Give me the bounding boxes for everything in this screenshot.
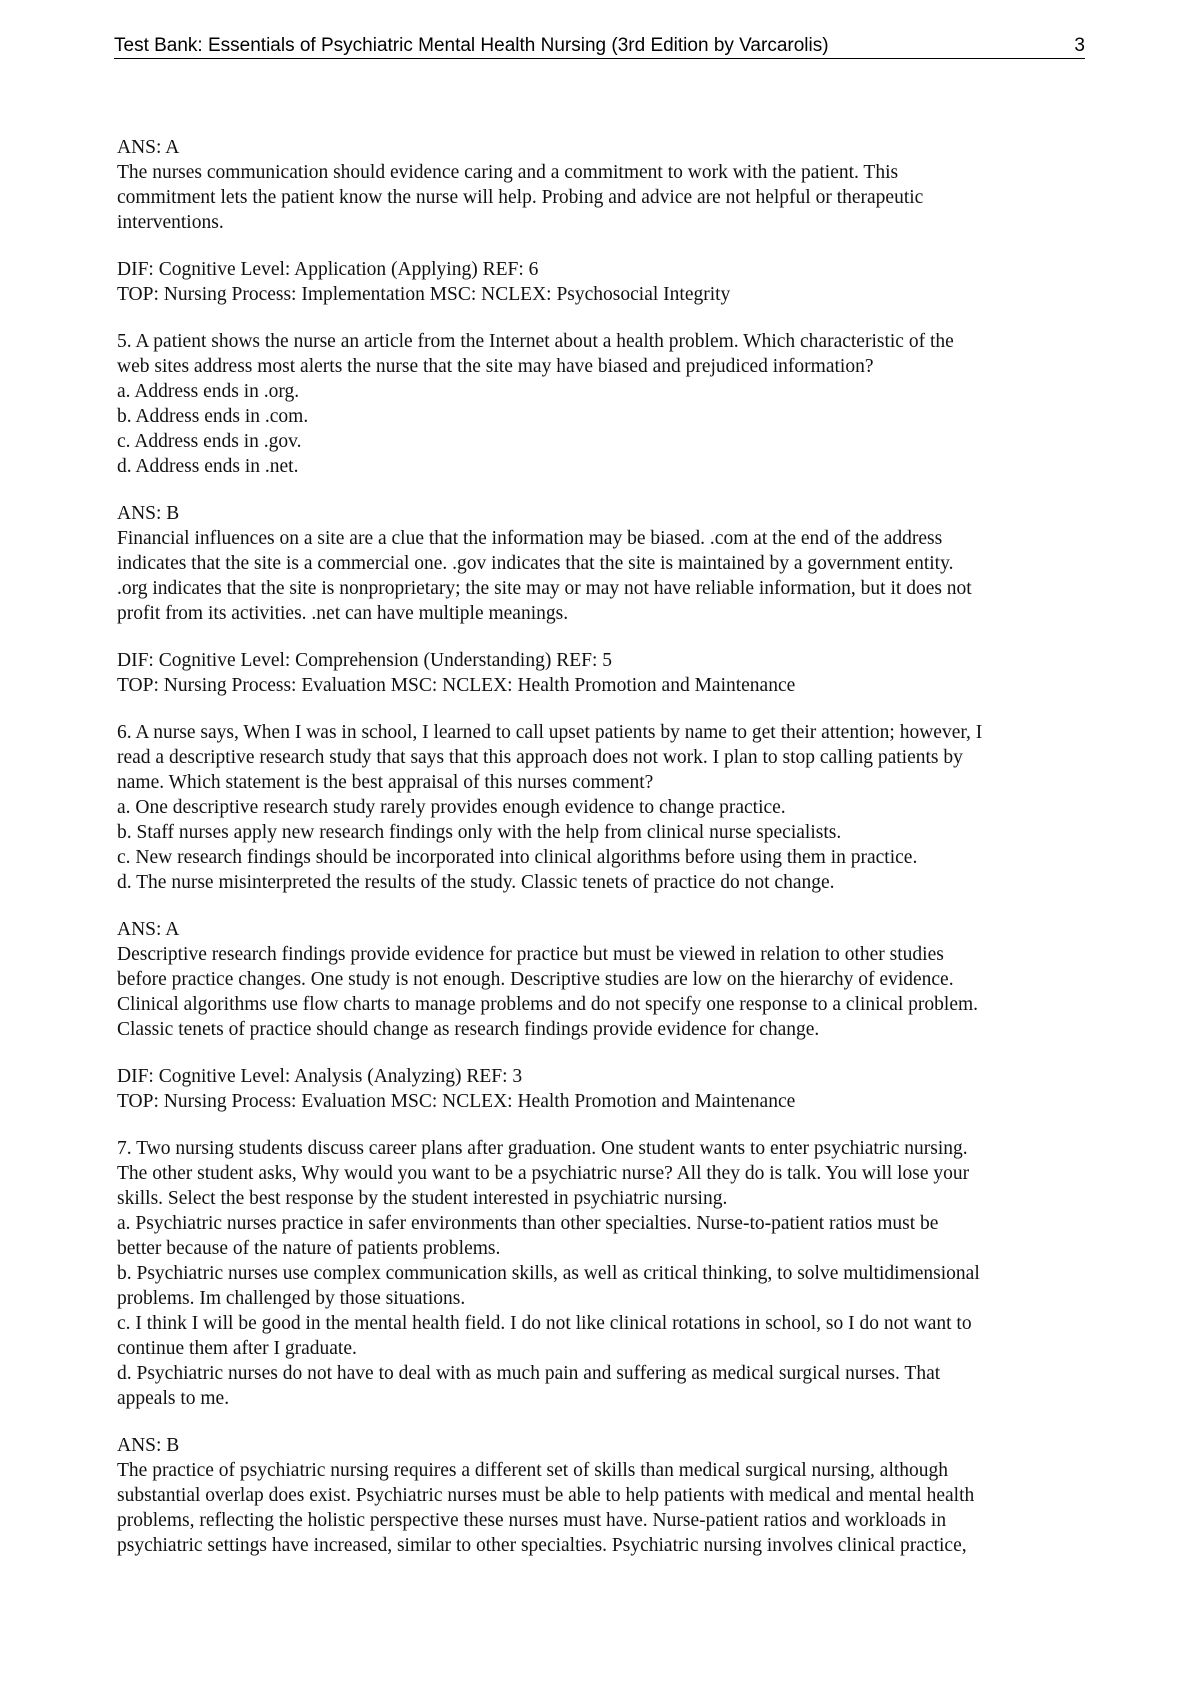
text-line: The other student asks, Why would you want to be a psychiatric nurse? All they do is talk. You will lose your	[117, 1163, 970, 1184]
text-line: substantial overlap does exist. Psychiatric nurses must be able to help patients with medical and mental health	[117, 1485, 975, 1506]
text-line: 7. Two nursing students discuss career plans after graduation. One student wants to enter psychiatric nursing.	[117, 1138, 968, 1159]
text-block	[117, 1433, 1092, 1558]
text-line: problems, reflecting the holistic perspective these nurses must have. Nurse-patient ratios and workloads in	[117, 1510, 947, 1531]
page-header	[114, 30, 1085, 59]
text-line: ANS: A	[117, 919, 180, 940]
text-line: DIF: Cognitive Level: Analysis (Analyzing) REF: 3	[117, 1066, 523, 1087]
text-line: skills. Select the best response by the student interested in psychiatric nursing.	[117, 1188, 728, 1209]
text-line: Descriptive research findings provide evidence for practice but must be viewed in relation to other studies	[117, 944, 944, 965]
text-line: a. Address ends in .org.	[117, 381, 300, 402]
text-line: TOP: Nursing Process: Evaluation MSC: NCLEX: Health Promotion and Maintenance	[117, 675, 796, 696]
text-line: .org indicates that the site is nonproprietary; the site may or may not have reliable information, but it does not	[117, 578, 972, 599]
text-block	[117, 917, 1092, 1042]
text-line: The practice of psychiatric nursing requires a different set of skills than medical surgical nursing, although	[117, 1460, 949, 1481]
page-number: 3	[1074, 35, 1085, 56]
text-line: continue them after I graduate.	[117, 1338, 357, 1359]
text-line: web sites address most alerts the nurse that the site may have biased and prejudiced information?	[117, 356, 874, 377]
text-line: name. Which statement is the best appraisal of this nurses comment?	[117, 772, 654, 793]
text-line: c. I think I will be good in the mental health field. I do not like clinical rotations in school, so I do not want to	[117, 1313, 972, 1334]
text-line: a. Psychiatric nurses practice in safer environments than other specialties. Nurse-to-patient ratios must be	[117, 1213, 939, 1234]
text-line: TOP: Nursing Process: Implementation MSC: NCLEX: Psychosocial Integrity	[117, 284, 731, 305]
text-line: a. One descriptive research study rarely provides enough evidence to change practice.	[117, 797, 786, 818]
text-line: b. Psychiatric nurses use complex communication skills, as well as critical thinking, to solve multidimensional	[117, 1263, 980, 1284]
text-line: 6. A nurse says, When I was in school, I learned to call upset patients by name to get their attention; however, I	[117, 722, 983, 743]
text-block	[117, 501, 1092, 626]
text-block	[117, 1064, 1092, 1114]
text-line: ANS: B	[117, 1435, 180, 1456]
text-line: Classic tenets of practice should change as research findings provide evidence for change.	[117, 1019, 820, 1040]
text-line: appeals to me.	[117, 1388, 230, 1409]
text-line: c. New research findings should be incorporated into clinical algorithms before using them in practice.	[117, 847, 918, 868]
text-line: psychiatric settings have increased, similar to other specialties. Psychiatric nursing involves clinical practice,	[117, 1535, 967, 1556]
text-line: problems. Im challenged by those situations.	[117, 1288, 466, 1309]
text-line: DIF: Cognitive Level: Application (Applying) REF: 6	[117, 259, 539, 280]
text-line: The nurses communication should evidence caring and a commitment to work with the patient. This	[117, 162, 899, 183]
text-line: b. Staff nurses apply new research findings only with the help from clinical nurse specialists.	[117, 822, 842, 843]
text-line: c. Address ends in .gov.	[117, 431, 302, 452]
page-body	[117, 135, 1092, 1558]
text-block	[117, 1136, 1092, 1411]
text-line: commitment lets the patient know the nurse will help. Probing and advice are not helpful or therapeutic	[117, 187, 924, 208]
text-block	[117, 720, 1092, 895]
text-line: b. Address ends in .com.	[117, 406, 309, 427]
text-line: profit from its activities. .net can have multiple meanings.	[117, 603, 569, 624]
header-title: Test Bank: Essentials of Psychiatric Mental Health Nursing (3rd Edition by Varcarolis)	[114, 35, 829, 56]
text-line: d. The nurse misinterpreted the results of the study. Classic tenets of practice do not change.	[117, 872, 835, 893]
text-line: before practice changes. One study is not enough. Descriptive studies are low on the hierarchy of evidence.	[117, 969, 954, 990]
text-line: Clinical algorithms use flow charts to manage problems and do not specify one response to a clinical problem.	[117, 994, 979, 1015]
text-block	[117, 648, 1092, 698]
text-block	[117, 135, 1092, 235]
text-line: ANS: B	[117, 503, 180, 524]
text-line: indicates that the site is a commercial one. .gov indicates that the site is maintained by a government entity.	[117, 553, 954, 574]
text-line: 5. A patient shows the nurse an article from the Internet about a health problem. Which characteristic of the	[117, 331, 954, 352]
text-line: TOP: Nursing Process: Evaluation MSC: NCLEX: Health Promotion and Maintenance	[117, 1091, 796, 1112]
text-line: d. Psychiatric nurses do not have to deal with as much pain and suffering as medical surgical nurses. That	[117, 1363, 941, 1384]
text-block	[117, 329, 1092, 479]
text-line: DIF: Cognitive Level: Comprehension (Understanding) REF: 5	[117, 650, 613, 671]
text-line: read a descriptive research study that says that this approach does not work. I plan to stop calling patients by	[117, 747, 963, 768]
text-line: Financial influences on a site are a clue that the information may be biased. .com at the end of the address	[117, 528, 943, 549]
text-line: d. Address ends in .net.	[117, 456, 299, 477]
text-line: interventions.	[117, 212, 224, 233]
text-block	[117, 257, 1092, 307]
text-line: better because of the nature of patients problems.	[117, 1238, 501, 1259]
text-line: ANS: A	[117, 137, 180, 158]
